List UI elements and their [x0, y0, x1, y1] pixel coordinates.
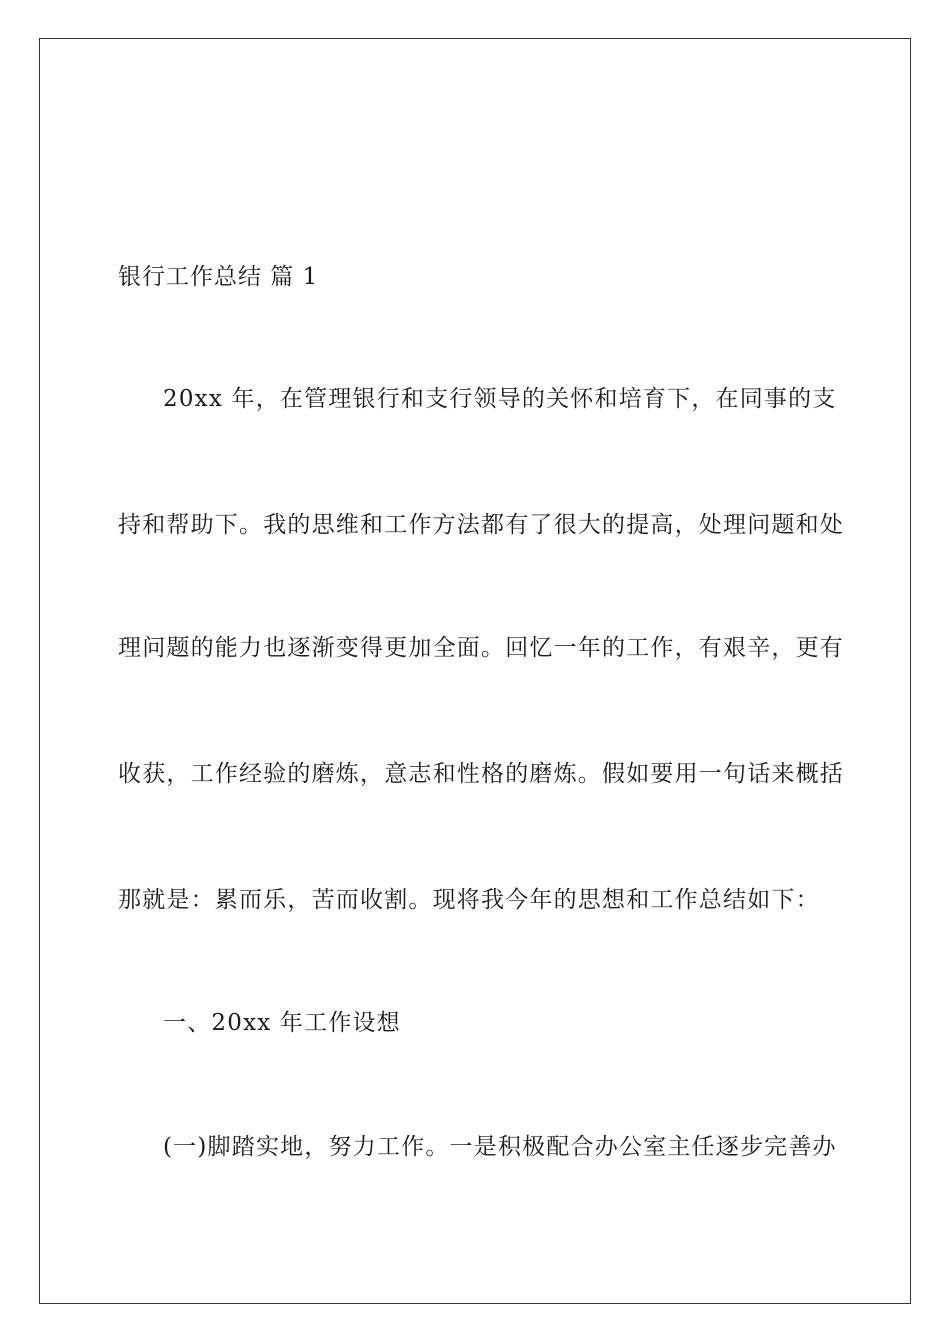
document-title: 银行工作总结 篇 1	[118, 264, 319, 290]
section-heading: 一、20xx 年工作设想	[163, 1010, 401, 1036]
subsection-line: (一)脚踏实地，努力工作。一是积极配合办公室主任逐步完善办	[163, 1134, 837, 1160]
paragraph-line: 20xx 年，在管理银行和支行领导的关怀和培育下，在同事的支	[163, 386, 837, 412]
paragraph-line: 持和帮助下。我的思维和工作方法都有了很大的提高，处理问题和处	[118, 512, 844, 538]
paragraph-line: 收获，工作经验的磨炼，意志和性格的磨炼。假如要用一句话来概括	[118, 761, 844, 787]
paragraph-line: 理问题的能力也逐渐变得更加全面。回忆一年的工作，有艰辛，更有	[118, 635, 844, 661]
page-border	[39, 38, 911, 1304]
paragraph-line: 那就是：累而乐，苦而收割。现将我今年的思想和工作总结如下：	[118, 887, 820, 913]
